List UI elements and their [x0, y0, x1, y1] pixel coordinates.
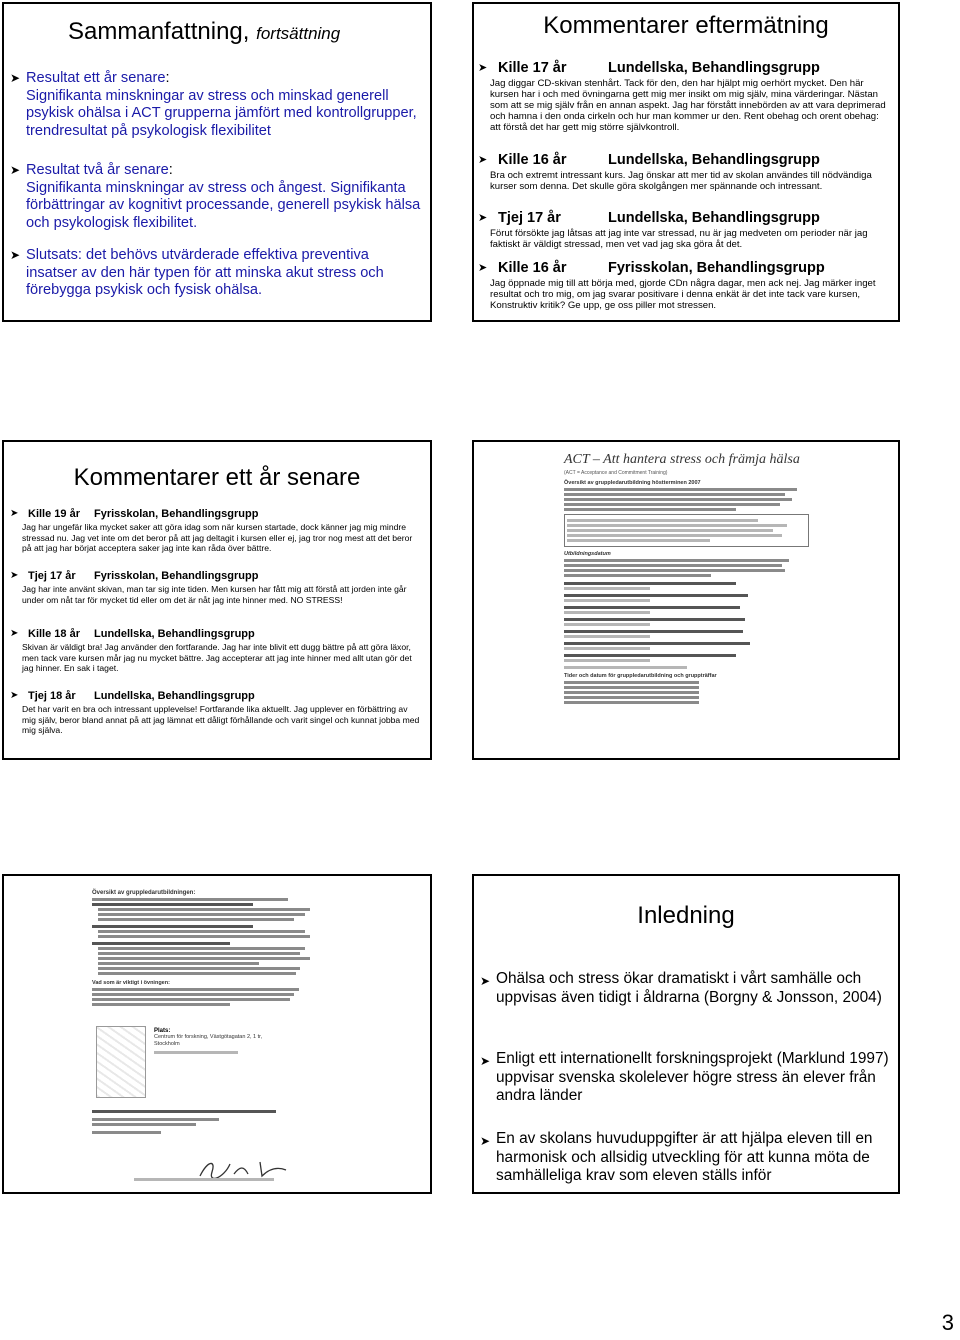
arrow-bullet-icon: ➤ [10, 71, 21, 85]
document-section-heading: Översikt av gruppledarutbildning höstterminen 2007 [564, 480, 701, 486]
comment-group: Lundellska, Behandlingsgrupp [608, 152, 820, 168]
comment-text: Skivan är väldigt bra! Jag använder den fortfarande. Jag har inte blivit ett dugg bättre på att göra läxor, men tack vare kursen mår jag nu mycket bättre. Jag accepterar att jag inte hinner med allt utan gör det jag hinner. En sak i taget. [22, 642, 412, 674]
comment-item [10, 508, 422, 554]
arrow-bullet-icon: ➤ [478, 262, 488, 274]
document-section-heading: Översikt av gruppledarutbildningen: [92, 890, 196, 896]
comment-group: Lundellska, Behandlingsgrupp [608, 60, 820, 76]
comment-item [478, 60, 892, 133]
comment-author: Kille 16 år [498, 260, 567, 276]
comment-item [478, 210, 892, 250]
arrow-bullet-icon: ➤ [10, 508, 19, 519]
arrow-bullet-icon: ➤ [10, 690, 19, 701]
arrow-bullet-icon: ➤ [480, 1054, 491, 1068]
arrow-bullet-icon: ➤ [478, 154, 488, 166]
course-overview-document [92, 886, 322, 1008]
arrow-bullet-icon: ➤ [10, 248, 21, 262]
comment-item [478, 260, 892, 311]
document-title: ACT – Att hantera stress och främja hälsa [564, 452, 800, 467]
comment-text: Jag öppnade mig till att börja med, gjorde CDn några dagar, men ack nej. Jag märker inget resultat och tro mig, om jag svarar positivare i denna enkät är det inte tack vare kursen, Konstruktiv kritik? Ge upp, ge oss piller mot stressen. [490, 278, 876, 311]
course-address: Plats: Centrum för forskning, Västgötagatan 2, 1 tr, Stockholm [154, 1028, 274, 1056]
document-subtitle: (ACT = Acceptance and Commitment Training) [564, 470, 668, 476]
document-section-heading: Vad som är viktigt i övningen: [92, 980, 170, 986]
bullet-result-two-years: ➤ Resultat två år senare: Signifikanta minskningar av stress och ångest. Signifikanta förbättringar av kognitivt processande, generell psykisk hälsa och psykologisk flexibilitet. [10, 162, 421, 231]
intro-bullet: ➤ Ohälsa och stress ökar dramatiskt i vårt samhälle och uppvisas även tidigt i åldrarna (Borgny & Jonsson, 2004) [480, 970, 882, 1006]
comment-text: Det har varit en bra och intressant upplevelse! Fortfarande lika aktuellt. Jag upplever en förbättring av mig själv, beror bland annat på att jag lämnat ett dåligt förhållande och varit singel och kunnat jobba med mig själva. [22, 704, 420, 736]
comment-group: Lundellska, Behandlingsgrupp [608, 210, 820, 226]
slide-summary-continued [2, 2, 432, 322]
comment-item [10, 690, 422, 736]
comment-text: Jag har ungefär lika mycket saker att göra idag som när kursen startade, dock känner jag mig mindre stressad nu. Jag vet inte om det beror på att jag deltagit i kursen eller ej, jag tror nog mest att det beror på att jag har börjat acceptera saker jag inte kan råda över bättre. [22, 522, 413, 554]
slide-introduction [472, 874, 900, 1194]
comment-item [10, 628, 422, 674]
comment-item [10, 570, 422, 605]
comment-item [478, 152, 892, 192]
arrow-bullet-icon: ➤ [478, 212, 488, 224]
page-number: 3 [941, 1310, 954, 1335]
location-map [96, 1026, 146, 1098]
comment-group: Fyrisskolan, Behandlingsgrupp [94, 570, 259, 582]
comment-author: Kille 18 år [28, 628, 80, 640]
comment-group: Lundellska, Behandlingsgrupp [94, 628, 255, 640]
slide-course-overview-document [2, 874, 432, 1194]
slide-title: Kommentarer ett år senare [73, 464, 361, 491]
comment-author: Kille 16 år [498, 152, 567, 168]
comment-author: Kille 19 år [28, 508, 80, 520]
arrow-bullet-icon: ➤ [10, 163, 21, 177]
comment-author: Tjej 17 år [28, 570, 76, 582]
comment-group: Fyrisskolan, Behandlingsgrupp [94, 508, 259, 520]
bullet-result-one-year: ➤ Resultat ett år senare: Signifikanta minskningar av stress och minskad generell psykisk ohälsa i ACT grupperna jämfört med kontrollgrupper, trendresultat på psykologisk flexibilitet [10, 70, 417, 139]
arrow-bullet-icon: ➤ [10, 570, 19, 581]
slide-comments-one-year-later [2, 440, 432, 760]
slide-title: Inledning [637, 902, 735, 929]
slide-comments-post-measurement [472, 2, 900, 322]
slide-title: Kommentarer eftermätning [543, 12, 829, 39]
arrow-bullet-icon: ➤ [480, 974, 491, 988]
bullet-conclusion: ➤ Slutsats: det behövs utvärderade effektiva preventiva insatser av den här typen för att minska akut stress och förebygga psykisk och fysisk ohälsa. [10, 247, 384, 298]
comment-text: Jag diggar CD-skivan stenhårt. Tack för den, den har hjälpt mig oerhört mycket. Den här kursen har i och med övningarna gett mig mer insikt om mig själv, mina värderingar. Nästan som att se mig själv från en annan aspekt. Jag har förstått innebörden av att vara deprimerad och hamna i den onda cirkeln och hur man kommer ur den. Rent obehag och orent obehag: att förstå det har gett mig större självkontroll. [490, 78, 886, 133]
comment-author: Tjej 18 år [28, 690, 76, 702]
course-schedule-document [564, 452, 809, 706]
intro-bullet: ➤ Enligt ett internationellt forskningsprojekt (Marklund 1997) uppvisar svenska skolelever högre stress än elever från andra länder [480, 1050, 889, 1105]
comment-text: Förut försökte jag låtsas att jag inte var stressad, nu är jag medveten om perioder när jag faktiskt är väldigt stressad, men vet vad jag ska göra åt det. [490, 228, 868, 250]
slide-course-schedule-document [472, 440, 900, 760]
arrow-bullet-icon: ➤ [480, 1134, 491, 1148]
comment-group: Fyrisskolan, Behandlingsgrupp [608, 260, 825, 276]
document-section-heading: Tider och datum för gruppledarutbildning och gruppträffar [564, 673, 717, 679]
comment-author: Tjej 17 år [498, 210, 561, 226]
intro-bullet: ➤ En av skolans huvuduppgifter är att hjälpa eleven till en harmonisk och allsidig utveckling för att kunna möta de samhälleliga krav som eleven ställs inför [480, 1130, 873, 1185]
comment-author: Kille 17 år [498, 60, 567, 76]
comment-group: Lundellska, Behandlingsgrupp [94, 690, 255, 702]
document-section-heading: Utbildningsdatum [564, 551, 611, 557]
comment-text: Jag har inte använt skivan, man tar sig inte tiden. Men kursen har fått mig att förstå att jorden inte går under om nåt tar för mycket tid eller om det är nåt jag inte hinner med. NO STRESS! [22, 584, 407, 605]
arrow-bullet-icon: ➤ [10, 628, 19, 639]
arrow-bullet-icon: ➤ [478, 62, 488, 74]
slide-title: Sammanfattning, fortsättning [68, 18, 341, 45]
comment-text: Bra och extremt intressant kurs. Jag önskar att mer tid av skolan användes till nödvändiga kurser som denna. Det skulle göra skolgången mer spännande och intressant. [490, 170, 872, 192]
